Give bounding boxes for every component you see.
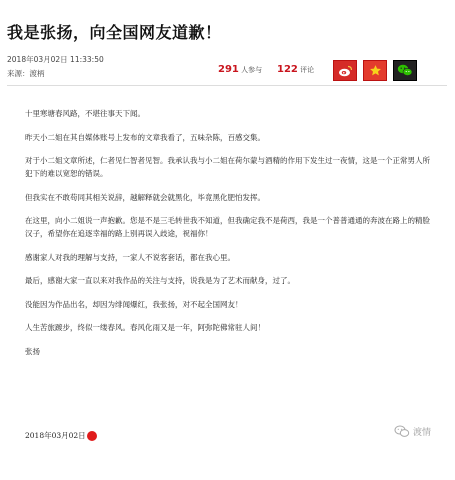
paragraph: 在这里，向小二姐说一声抱歉。您是不是三毛转世我不知道，但我确定我不是荷西，我是一个普普通通的奔波在路上的精脸汉子，希望你在追逐幸福的路上别再误入歧途，祝福你！ — [25, 216, 430, 238]
paragraph: 人生苦旅踱步，终似一缕春风。春风化雨又是一年，阿弥陀佛常驻人间！ — [25, 323, 265, 332]
paragraph: 最后，感谢大家一直以来对我作品的关注与支持，说我是为了艺术而献身，过了。 — [25, 276, 295, 285]
paragraph: 十里寒塘春风路，不堪往事天下闻。 — [25, 109, 145, 118]
paragraph: 但我实在不敢苟同其相关说辞，越解释就会就黑化，毕竟黑化肥怕发挥。 — [25, 192, 265, 202]
share-qzone-button[interactable] — [363, 60, 387, 81]
participants-label: 人参与 — [241, 66, 263, 74]
paragraph: 昨天小二姐在其自媒体账号上发布的文章我看了，五味杂陈，百感交集。 — [25, 132, 265, 142]
weibo-icon — [338, 65, 353, 77]
comments-count: 122 — [277, 64, 298, 75]
paragraph: 没能因为作品出名，却因为绯闻爆红，我张扬，对不起全国网友！ — [25, 299, 243, 309]
signature: 张扬 — [25, 346, 40, 356]
wechat-icon — [397, 64, 413, 77]
watermark-text: 渡情 — [413, 428, 432, 438]
share-wechat-button[interactable] — [393, 60, 417, 81]
article-body — [25, 107, 435, 368]
article-source: 来源：渡柄 — [7, 69, 45, 78]
publish-date: 2018年03月02日 11:33:50 — [7, 55, 104, 64]
sign-date: 2018年03月02日 — [25, 431, 86, 440]
comments-stat[interactable] — [277, 64, 314, 75]
watermark — [394, 425, 431, 438]
chat-bubble-icon — [394, 425, 410, 438]
comments-label: 评论 — [300, 66, 315, 74]
share-weibo-button[interactable] — [333, 60, 357, 81]
header-divider — [7, 85, 447, 86]
participants-stat[interactable] — [218, 64, 262, 75]
red-dot-icon — [87, 431, 97, 441]
paragraph: 感谢家人对我的理解与支持，一家人不说客套话，都在我心里。 — [25, 252, 235, 262]
article-title: 我是张扬，向全国网友道歉！ — [7, 23, 222, 42]
participants-count: 291 — [218, 64, 239, 75]
star-icon — [369, 64, 382, 77]
sign-date-line — [25, 430, 97, 441]
paragraph: 对于小二姐文章所述，仁者见仁智者见智。我承认我与小二姐在荷尔蒙与酒精的作用下发生过一夜情，这是一个正常男人所犯下的难以宽恕的错误。 — [25, 156, 430, 178]
